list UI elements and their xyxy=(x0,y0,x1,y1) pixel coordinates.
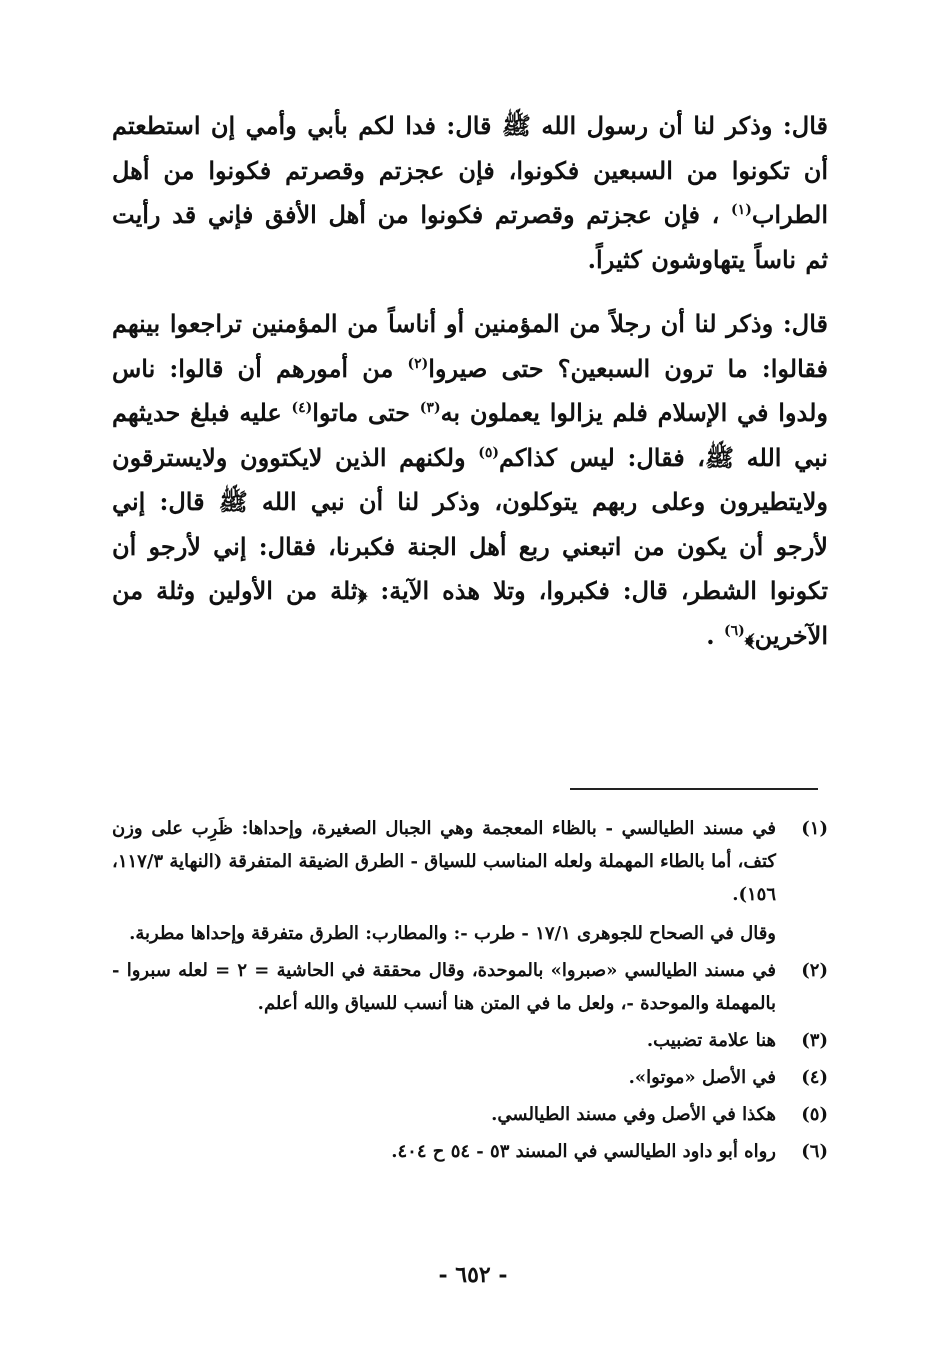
footnote-1 xyxy=(112,812,828,950)
footnote-3 xyxy=(112,1024,828,1057)
footnote-continuation: وقال في الصحاح للجوهرى ١٧/١ - طرب -: والمطارب: الطرق متفرقة وإحداها مطربة. xyxy=(129,923,776,944)
footnote-divider xyxy=(570,788,818,790)
footnote-text: هنا علامة تضبيب. xyxy=(646,1030,776,1051)
footnote-2 xyxy=(112,954,828,1020)
text-segment: قال: وذكر لنا أن رجلاً من المؤمنين أو أناساً من المؤمنين تراجعوا بينهم فقالوا: ما ترون السبعين؟ حتى صيروا xyxy=(112,309,828,383)
footnote-reference-4[interactable]: (٤) xyxy=(291,400,313,416)
footnote-number: (٣) xyxy=(801,1030,828,1051)
text-segment: قال: وذكر لنا أن رسول الله ﷺ قال: فدا لكم بأبي وأمي إن استطعتم أن تكونوا من السبعين فكونوا، فإن عجزتم وقصرتم فكونوا من أهل الطراب xyxy=(112,111,828,229)
footnote-5 xyxy=(112,1098,828,1131)
footnote-text: في مسند الطيالسي - بالظاء المعجمة وهي الجبال الصغيرة، وإحداها: ظَرِب على وزن كتف، أما بالطاء المهملة ولعله المناسب للسياق - الطرق الضيقة المتفرقة (النهاية ١١٧/٣، ١٥٦). xyxy=(112,818,776,905)
footnote-reference-5[interactable]: (٥) xyxy=(478,444,500,461)
footnote-number: (٤) xyxy=(801,1067,828,1088)
footnote-reference-1[interactable]: (١) xyxy=(731,202,752,218)
text-segment: ، فإن عجزتم وقصرتم فكونوا من أهل الأفق فإني قد رأيت ثم ناساً يتهاوشون كثيراً. xyxy=(112,200,828,274)
page-number: - ٦٥٢ - xyxy=(438,1262,508,1288)
footnote-text: رواه أبو داود الطيالسي في المسند ٥٣ - ٥٤ ح ٤٠٤. xyxy=(391,1141,776,1162)
text-segment: من أمورهم أن قالوا: ناس ولدوا في الإسلام فلم يزالوا يعملون به xyxy=(112,353,828,427)
footnote-reference-2[interactable]: (٢) xyxy=(407,355,429,372)
footnote-number: (١) xyxy=(801,818,828,839)
footnote-text: في الأصل «موتوا». xyxy=(628,1067,776,1088)
paragraph-2 xyxy=(112,302,828,658)
footnote-number: (٥) xyxy=(801,1104,828,1125)
footnote-text: هكذا في الأصل وفي مسند الطيالسي. xyxy=(491,1104,776,1125)
footnote-6 xyxy=(112,1135,828,1168)
paragraph-1 xyxy=(112,104,828,282)
footnote-4 xyxy=(112,1061,828,1094)
text-segment: ولكنهم الذين لايكتوون ولايسترقون ولايتطيرون وعلى ربهم يتوكلون، وذكر لنا أن نبي الله ﷺ قال: إني لأرجو أن يكون من اتبعني ربع أهل الجنة فكبرنا، فقال: إني لأرجو أن تكونوا الشطر، قال: فكبروا، وتلا هذه الآية: ﴿ثلة من الأولين وثلة من الآخرين﴾ xyxy=(112,442,828,650)
footnote-reference-3[interactable]: (٣) xyxy=(419,400,441,416)
footnote-number: (٦) xyxy=(801,1141,828,1162)
text-segment: حتى ماتوا xyxy=(312,398,420,427)
footnotes-section xyxy=(112,812,828,1168)
text-segment: . xyxy=(706,620,724,650)
footnote-reference-6[interactable]: (٦) xyxy=(723,622,745,639)
main-text xyxy=(112,104,828,658)
text-segment: عليه فبلغ حديثهم نبي الله ﷺ، فقال: ليس كذاكم xyxy=(112,398,828,472)
footnote-text: في مسند الطيالسي «صبروا» بالموحدة، وقال محققة في الحاشية = ٢ = لعله سبروا - بالمهملة والموحدة -، ولعل ما في المتن هنا أنسب للسياق والله أعلم. xyxy=(112,960,776,1014)
footnote-number: (٢) xyxy=(801,960,828,981)
